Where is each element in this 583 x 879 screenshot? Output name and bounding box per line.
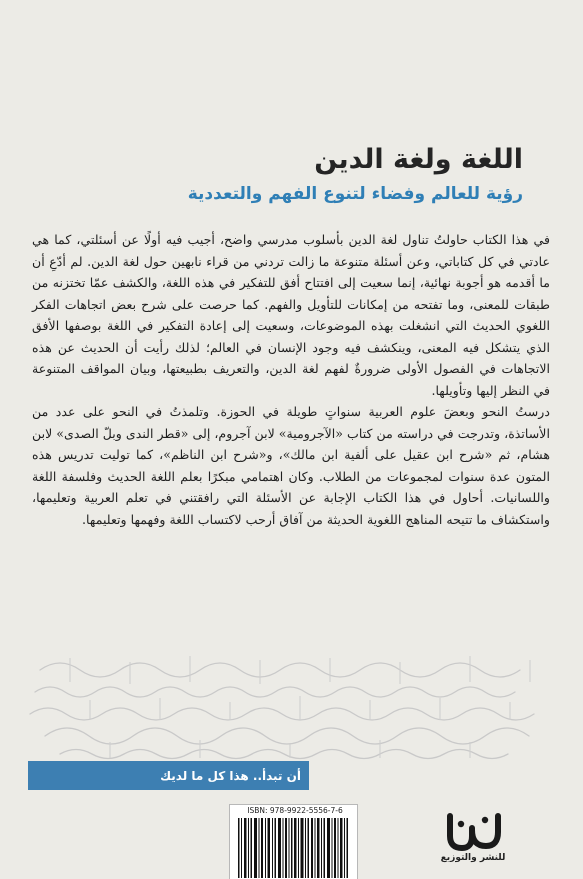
publisher-logo-icon (438, 808, 508, 854)
barcode-icon (236, 818, 350, 878)
blurb (32, 229, 550, 530)
isbn-label: ISBN: 978-9922-5556-7-6 (247, 806, 343, 815)
book-title: اللغة ولغة الدين (314, 144, 523, 175)
book-subtitle: رؤية للعالم وفضاء لتنوع الفهم والتعددية (187, 184, 523, 204)
calligraphy-background (0, 650, 583, 770)
tagline-text: أن تبدأ.. هذا كل ما لديك (160, 769, 301, 783)
blurb-paragraph-1: في هذا الكتاب حاولتُ تناول لغة الدين بأسلوب مدرسي واضح، أجيب فيه أولًا عن أسئلتي، كما هي عادتي في كل كتاباتي، وعن أسئلة متنوعة ما زالت تردني من قراء نابهين حول لغة الدين. لم أدّعِ أن ما أقدمه هو أجوبة نهائية، إنما سعيت إلى افتتاح أفق للتفكير في هذه اللغة، والكشف عمّا تختزنه من طبقات للمعنى، وما تفتحه من إمكانات للتأويل والفهم. كما حرصت على شرح بعض اتجاهات الفكر اللغوي الحديث التي انشغلت بهذه الموضوعات، وسعيت إلى إعادة التفكير في اللغة بوصفها الأفق الذي يتشكل فيه المعنى، وينكشف فيه وجود الإنسان في العالم؛ لذلك رأيت أن الحديث عن هذه الاتجاهات في الفصول الأولى ضرورةٌ لفهم لغة الدين، والتعريف بطبيعتها، وبيان المواقف المتنوعة في النظر إليها وتأويلها. (32, 232, 550, 398)
publisher-name: للنشر والتوزيع (440, 853, 506, 863)
blurb-paragraph-2: درستُ النحو وبعضَ علوم العربية سنواتٍ طويلة في الحوزة. وتلمذتُ في النحو على عدد من الأساتذة، وتدرجت في دراسته من كتاب «الآجرومية» لابن آجروم، إلى «قطر الندى وبلّ الصدى» لابن هشام، ثم «شرح ابن عقيل على ألفية ابن مالك»، و«شرح ابن الناظم»، كما توليت تدريس هذه المتون عدة سنوات لمجموعات من الطلاب. وكان اهتمامي مبكرًا بعلم اللغة الحديث وفلسفة اللغة واللسانيات. أحاول في هذا الكتاب الإجابة عن الأسئلة التي رافقتني في تعلم العربية وتعليمها، واستكشاف ما تتيحه المناهج اللغوية الحديثة من آفاق أرحب لاكتساب اللغة وفهمها وتعليمها. (32, 404, 550, 527)
